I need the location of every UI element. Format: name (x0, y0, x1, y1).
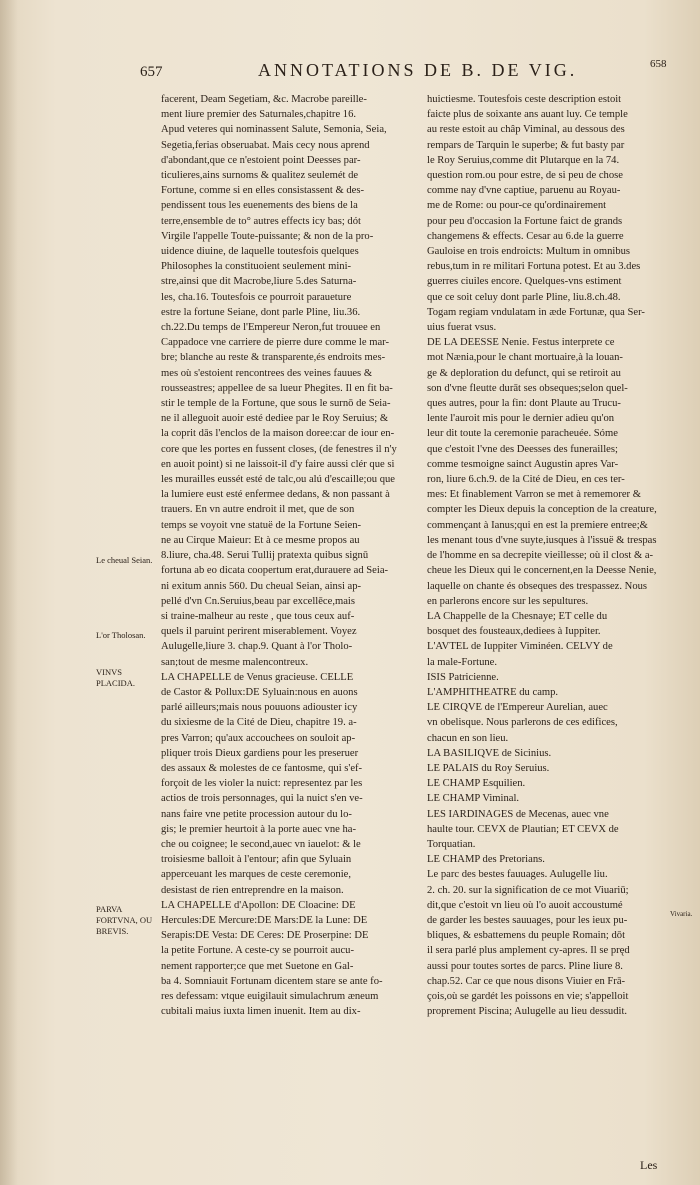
text-line: commençant à Ianus;qui en est la premiere entree;& (427, 519, 648, 531)
text-line: uidence diuine, de laquelle toutesfois quelques (161, 246, 359, 258)
text-line: bosquet des fousteaux,dediees à Iuppiter. (427, 626, 601, 638)
text-line: aussi pour toutes sortes de parcs. Pline liure 8. (427, 960, 623, 972)
text-line: rousseastres; appellee de sa lueur Phegites. Il en fit ba- (161, 382, 393, 394)
folio-right: 658 (650, 58, 667, 70)
text-line: che ou coignee; le second,auec vn iauelot: & le (161, 838, 361, 850)
text-line: son d'vne fleutte durāt ses obseques;selon quel- (427, 382, 628, 394)
text-line: Fortune, comme si en elles consistassent & des- (161, 185, 365, 197)
text-line: ment liure premier des Saturnales,chapitre 16. (161, 109, 357, 121)
text-line: stir le temple de la Fortune, que sous le surnō de Seia- (161, 398, 391, 410)
text-line: Philosophes la constituoient seulement mini- (161, 261, 352, 273)
text-line: les, cha.16. Toutesfois ce pourroit paraueture (161, 291, 352, 303)
text-line: ISIS Patricienne. (427, 671, 499, 683)
gutter-shadow (0, 0, 18, 1185)
text-line: la lumiere eust esté enfermee dedans, & non passant à (161, 489, 390, 501)
text-line: ge & deploration du defunct, qui se retiroit au (427, 367, 621, 379)
text-line: desistast de rien entreprendre en la maison. (161, 884, 344, 896)
text-line: guerres ciuiles encore. Quelques-vns estiment (427, 276, 622, 288)
text-line: LE CIRQVE de l'Empereur Aurelian, auec (427, 702, 608, 714)
text-line: changemens & effects. Cesar au 6.de la guerre (427, 230, 624, 242)
text-line: L'AMPHITHEATRE du camp. (427, 686, 559, 698)
text-line: lente l'auroit mis pour le dernier adieu qu'on (427, 413, 615, 425)
text-line: nement rapporter;ce que met Suetone en Gal- (161, 960, 354, 972)
text-line: vn obelisque. Nous parlerons de ces edifices, (427, 717, 618, 729)
text-line: pres Varron; qu'aux accouchees on souloit ap- (161, 732, 356, 744)
text-line: en parlerons encore sur les sepultures. (427, 595, 589, 607)
text-line: Cappadoce vne carriere de pierre dure comme le mar- (161, 337, 390, 349)
margin-note-cheual: Le cheual Seian. (96, 555, 153, 565)
text-line: 8.liure, cha.48. Serui Tullij pratexta quibus signū (161, 550, 369, 562)
margin-note-vinus: VINVS PLACIDA. (96, 667, 135, 688)
text-line: mot Nænia,pour le chant mortuaire,à la louan- (427, 352, 623, 364)
text-line: en auoit point) si ne laissoit-il d'y faire aussi clér que si (161, 458, 395, 470)
text-line: laquelle on chante és obseques des trespassez. Nous (427, 580, 648, 592)
text-line: LA CHAPELLE d'Apollon: DE Cloacine: DE (161, 899, 356, 911)
text-line: LE CHAMP Viminal. (427, 793, 520, 805)
text-line: cheue les Dieux qui le concernent,en la Deesse Nenie, (427, 565, 657, 577)
page-header (0, 58, 700, 88)
text-line: au reste estoit au châp Viminal, au dessous des (427, 124, 625, 136)
text-line: bre; blanche au reste & transparente,és endroits mes- (161, 352, 386, 364)
text-line: ne au Cirque Maieur: Et à ce mesme propos au (161, 534, 360, 546)
text-line: LA Chappelle de la Chesnaye; ET celle du (427, 610, 608, 622)
text-line: la coprit dās l'enclos de la maison doree:car de iour en- (161, 428, 395, 440)
text-line: uius fuerat vsus. (427, 322, 497, 334)
text-line: Togam regiam vndulatam in æde Fortunæ, qua Ser- (427, 306, 645, 318)
text-line: stre,ainsi que dit Macrobe,liure 5.des Saturna- (161, 276, 357, 288)
text-line: pliquer trois Dieux gardiens pour les preseruer (161, 747, 359, 759)
text-line: LES IARDINAGES de Mecenas, auec vne (427, 808, 609, 820)
text-line: mes où s'estoient rencontrees des veines fauues & (161, 367, 373, 379)
text-line: Aulugelle,liure 3. chap.9. Quant à l'or Tholo- (161, 641, 353, 653)
text-line: fortuna ab eo dicata coopertum erat,durauere ad Seia- (161, 565, 389, 577)
text-line: nans faire vne petite procession autour du lo- (161, 808, 352, 820)
text-line: chacun en son lieu. (427, 732, 509, 744)
text-line: gis; le premier heurtoit à la porte auec vne ha- (161, 823, 357, 835)
text-line: terre,ensemble de to° autres effects icy bas; dót (161, 215, 361, 227)
text-line: pellé d'vn Cn.Seruius,beau par excellēce,mais (161, 595, 355, 607)
text-line: que c'estoit l'vne des Deesses des funerailles; (427, 443, 618, 455)
text-line: d'abondant,que ce n'estoient point Deesses par- (161, 154, 361, 166)
text-line: LA CHAPELLE de Venus gracieuse. CELLE (161, 671, 354, 683)
text-line: haulte tour. CEVX de Plautian; ET CEVX de (427, 823, 619, 835)
text-line: LE PALAIS du Roy Seruius. (427, 762, 550, 774)
text-line: facerent, Deam Segetiam, &c. Macrobe pareille- (161, 94, 367, 105)
text-line: question rom.ou pour estre, de si peu de chose (427, 170, 623, 182)
text-line: actios de trois personnages, qui la nuict s'en ve- (161, 793, 363, 805)
catchword: Les (640, 1158, 658, 1172)
text-line: Segetia,ferias obseruabat. Mais cecy nous aprend (161, 139, 370, 151)
text-line: ba 4. Somniauit Fortunam dicentem stare se ante fo- (161, 975, 383, 987)
text-line: il sera parlé plus amplement cy-apres. Il se pręd (427, 945, 630, 957)
margin-note-or: L'or Tholosan. (96, 630, 146, 640)
text-line: comme tesmoigne sainct Augustin apres Var- (427, 458, 619, 470)
text-line: ques autres, pour la fin: dont Plaute au Trucu- (427, 398, 621, 410)
text-line: Serapis:DE Vesta: DE Ceres: DE Proserpine: DE (161, 930, 369, 942)
text-line: du sixiesme de la Cité de Dieu, chapitre 19. a- (161, 717, 357, 729)
text-line: ne il alleguoit auoir esté dediee par le Roy Seruius; & (161, 413, 389, 425)
text-line: LE CHAMP Esquilien. (427, 778, 526, 790)
running-head: ANNOTATIONS DE B. DE VIG. (258, 60, 578, 80)
text-line: san;tout de mesme malencontreux. (161, 656, 309, 668)
text-line: ch.22.Du temps de l'Empereur Neron,fut trouuee en (161, 322, 381, 334)
text-line: Hercules:DE Mercure:DE Mars:DE la Lune: DE (161, 914, 368, 926)
text-line: que ce soit celuy dont parle Pline, liu.8.ch.48. (427, 291, 621, 303)
text-line: pendissent tous les euenements des biens de la (161, 200, 358, 212)
text-line: Virgile l'appelle Toute-puissante; & non de la pro- (161, 230, 374, 242)
text-line: les murailles eussét esté de talc,ou alú d'escaille;ou que (161, 474, 396, 486)
text-line: ron, liure 6.ch.9. de la Cité de Dieu, en ces ter- (427, 474, 625, 486)
text-line: 2. ch. 20. sur la signification de ce mot Viuariū; (427, 884, 629, 896)
text-line: proprement Piscina; Aulugelle au lieu dessudit. (427, 1006, 628, 1018)
text-line: forçoit de les violer la nuict: representez par les (161, 778, 363, 790)
text-line: LA BASILIQVE de Sicinius. (427, 747, 552, 759)
text-line: quels il paruint perirent miserablement. Voyez (161, 626, 357, 638)
text-line: dit,que c'estoit vn lieu où l'o auoit accoustumé (427, 899, 623, 911)
text-line: pour peu d'occasion la Fortune faict de grands (427, 215, 623, 227)
text-line: temps se voyoit vne statuë de la Fortune Seien- (161, 519, 362, 531)
text-line: compter les Dieux depuis la conception de la creature, (427, 504, 657, 516)
right-column (427, 92, 667, 1019)
text-line: les menant tous d'vne suyte,iusques à l'issuë & trespas (427, 534, 657, 546)
text-line: des assaux & molestes de ce fantosme, qui s'ef- (161, 762, 363, 774)
text-line: bliques, & esbattemens du peuple Romain; dōt (427, 930, 626, 942)
text-line: rempars de Tarquin le superbe; & fut basty par (427, 139, 625, 151)
text-line: chap.52. Car ce que nous disons Viuier en Frā- (427, 975, 626, 987)
text-line: de Castor & Pollux:DE Syluain:nous en auons (161, 686, 358, 698)
text-line: rebus,tum in re militari Fortuna potest. Et au 3.des (427, 261, 641, 273)
text-line: Gauloise en trois endroicts: Multum in omnibus (427, 246, 631, 258)
text-line: le Roy Seruius,comme dit Plutarque en la 74. (427, 154, 620, 166)
text-line: LE CHAMP des Pretorians. (427, 854, 545, 866)
left-column (161, 92, 419, 1019)
text-line: parlé ailleurs;mais nous pouuons adiouster icy (161, 702, 358, 714)
margin-note-parva: PARVA FORTVNA, OU BREVIS. (96, 904, 153, 936)
text-line: la male-Fortune. (427, 656, 498, 668)
text-line: troisiesme balloit à l'entour; afin que Syluain (161, 854, 352, 866)
text-line: huictiesme. Toutesfois ceste description estoit (427, 94, 622, 105)
text-line: cubitali maius iuxta limen inuenit. Item au dix- (161, 1006, 361, 1018)
text-line: res defessam: vtque euigilauit simulachrum æneum (161, 990, 379, 1002)
text-line: ni exitum annis 560. Du cheual Seian, ainsi ap- (161, 580, 362, 592)
text-line: mes: Et finablement Varron se met à rememorer & (427, 489, 641, 501)
text-line: Torquatian. (427, 838, 476, 850)
text-line: faicte plus de soixante ans auant luy. Ce temple (427, 109, 628, 121)
text-line: core que les portes en fussent closes, (de fenestres il n'y (161, 443, 397, 455)
text-line: DE LA DEESSE Nenie. Festus interprete ce (427, 337, 615, 349)
folio-left: 657 (140, 64, 163, 80)
text-line: comme nay d'vne captiue, paruenu au Royau- (427, 185, 621, 197)
text-line: si traine-malheur au reste , que tous ceux auf- (161, 610, 355, 622)
text-line: me de Rome: ou pour-ce qu'ordinairement (427, 200, 607, 212)
text-line: çois,où se gardét les poissons en vie; s'appelloit (427, 990, 629, 1002)
text-line: leur dit toute la ceremonie paracheuée. Sóme (427, 428, 618, 440)
text-line: L'AVTEL de Iuppiter Viminéen. CELVY de (427, 641, 613, 653)
text-line: Le parc des bestes fauuages. Aulugelle liu. (427, 869, 608, 881)
text-line: estre la fortune Seiane, dont parle Pline, liu.36. (161, 306, 361, 318)
text-line: la petite Fortune. A ceste-cy se pourroit aucu- (161, 945, 354, 957)
text-line: trauers. En vn autre endroit il met, que de son (161, 504, 355, 516)
text-line: de l'homme en sa decrepite vieillesse; où il clost & a- (427, 550, 654, 562)
text-line: apperceuant les marques de ceste ceremonie, (161, 869, 351, 881)
text-line: Apud veteres qui nominassent Salute, Semonia, Seia, (161, 124, 387, 136)
text-line: de garder les bestes sauuages, pour les ieux pu- (427, 914, 628, 926)
right-margin-note: Vivaria. (670, 910, 693, 918)
text-line: ticulieres,ains surnoms & qualitez seulemét de (161, 170, 359, 182)
